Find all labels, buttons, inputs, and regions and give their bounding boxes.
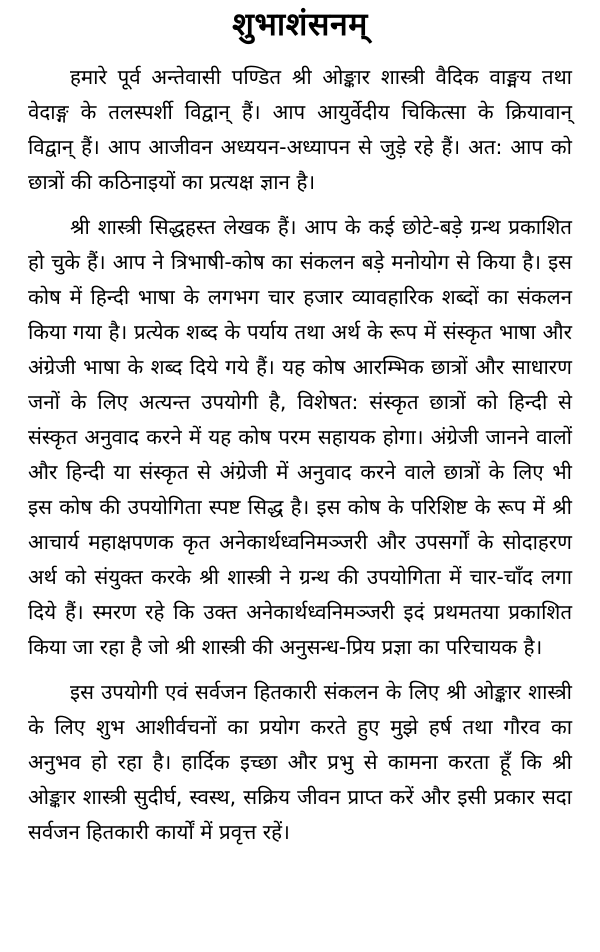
- page-title: शुभाशंसनम्: [232, 5, 368, 43]
- paragraph-2: श्री शास्त्री सिद्धहस्त लेखक हैं। आप के कई छोटे-बड़े ग्रन्थ प्रकाशित हो चुके हैं। आप ने त्रिभाषी-कोष का संकलन बड़े मनोयोग से किया है। इस कोष में हिन्दी भाषा के लगभग चार हजार व्यावहारिक शब्दों का संकलन किया गया है। प्रत्येक शब्द के पर्याय तथा अर्थ के रूप में संस्कृत भाषा और अंग्रेजी भाषा के शब्द दिये गये हैं। यह कोष आरम्भिक छात्रों और साधारण जनों के लिए अत्यन्त उपयोगी है, विशेषत: संस्कृत छात्रों को हिन्दी से संस्कृत अनुवाद करने में यह कोष परम सहायक होगा। अंग्रेजी जानने वालों और हिन्दी या संस्कृत से अंग्रेजी में अनुवाद करने वाले छात्रों के लिए भी इस कोष की उपयोगिता स्पष्ट सिद्ध है। इस कोष के परिशिष्ट के रूप में श्री आचार्य महाक्षपणक कृत अनेकार्थध्वनिमञ्जरी और उपसर्गों के सोदाहरण अर्थ को संयुक्त करके श्री शास्त्री ने ग्रन्थ की उपयोगिता में चार-चाँद लगा दिये हैं। स्मरण रहे कि उक्त अनेकार्थध्वनिमञ्जरी इदं प्रथमतया प्रकाशित किया जा रहा है जो श्री शास्त्री की अनुसन्ध-प्रिय प्रज्ञा का परिचायक है।: [28, 215, 572, 659]
- paragraph-3: इस उपयोगी एवं सर्वजन हितकारी संकलन के लिए श्री ओङ्कार शास्त्री के लिए शुभ आशीर्वचनों का प्रयोग करते हुए मुझे हर्ष तथा गौरव का अनुभव हो रहा है। हार्दिक इच्छा और प्रभु से कामना करता हूँ कि श्री ओङ्कार शास्त्री सुदीर्घ, स्वस्थ, सक्रिय जीवन प्राप्त करें और इसी प्रकार सदा सर्वजन हितकारी कार्यों में प्रवृत्त रहें।: [28, 680, 572, 844]
- paragraph-1: हमारे पूर्व अन्तेवासी पण्डित श्री ओङ्कार शास्त्री वैदिक वाङ्मय तथा वेदाङ्ग के तलस्पर्शी विद्वान् हैं। आप आयुर्वेदीय चिकित्सा के क्रियावान् विद्वान् हैं। आप आजीवन अध्ययन-अध्यापन से जुड़े रहे हैं। अत: आप को छात्रों की कठिनाइयों का प्रत्यक्ष ज्ञान है।: [28, 65, 572, 194]
